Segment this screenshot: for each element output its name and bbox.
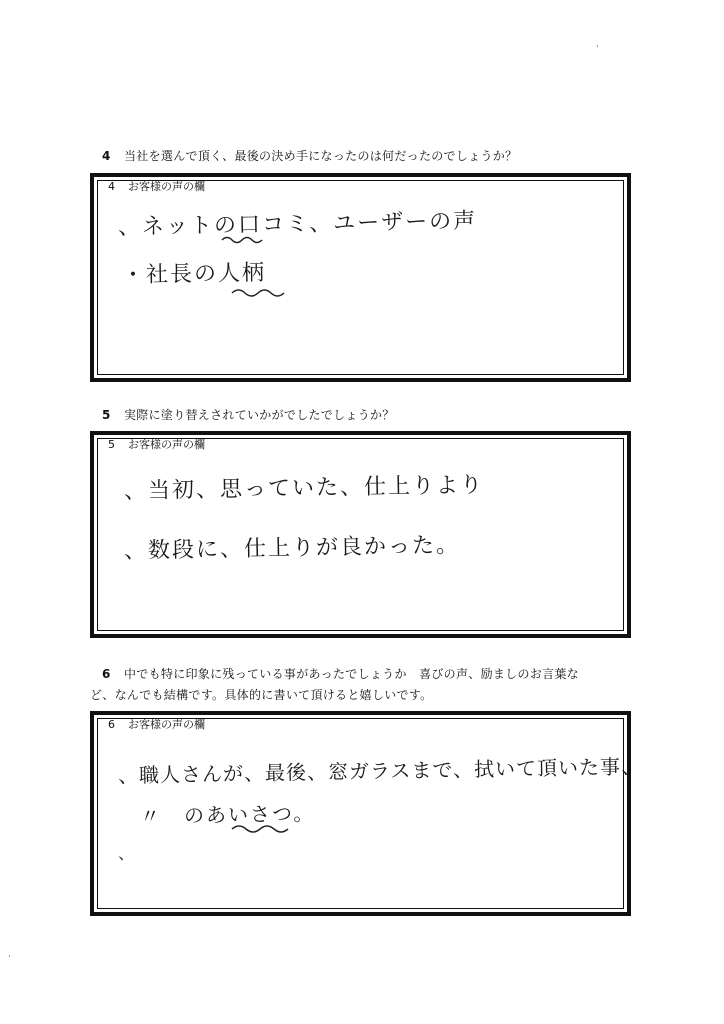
- question-4: [102, 146, 517, 166]
- question-text: 実際に塗り替えされていかがでしたでしょうか？: [124, 408, 395, 422]
- question-text: 中でも特に印象に残っている事があったでしょうか 喜びの声、励ましのお言葉な: [124, 667, 579, 681]
- answer-box-6: [90, 711, 643, 916]
- handwritten-answer-line: ・社長の人柄: [121, 260, 267, 289]
- underline-squiggle: [232, 287, 284, 299]
- box-number: 6: [108, 718, 115, 731]
- question-number: 6: [102, 667, 111, 681]
- question-text: 当社を選んで頂く、最後の決め手になったのは何だったのでしょうか？: [124, 149, 518, 163]
- box-label-text: お客様の声の欄: [128, 438, 205, 451]
- underline-squiggle: [222, 235, 262, 245]
- scan-speck: ·: [8, 952, 11, 962]
- box-label: [108, 179, 205, 195]
- question-number: 4: [102, 149, 111, 163]
- question-text: ど、なんでも結構です。具体的に書いて頂けると嬉しいです。: [90, 688, 433, 702]
- handwritten-answer-line: 、ネットの口コミ、ユーザーの声: [117, 208, 478, 241]
- handwritten-answer-line: 、: [117, 843, 137, 864]
- box-number: 5: [108, 438, 115, 451]
- answer-box-4: [90, 173, 631, 382]
- handwritten-answer-line: 、数段に、仕上りが良かった。: [123, 533, 461, 564]
- underline-squiggle: [232, 823, 288, 835]
- question-5: [102, 405, 395, 425]
- handwritten-answer-line: 、当初、思っていた、仕上りより: [123, 472, 485, 505]
- box-label-text: お客様の声の欄: [128, 718, 205, 731]
- answer-box-5: [90, 431, 631, 638]
- box-label: [108, 437, 205, 453]
- handwritten-answer-line: 、職人さんが、最後、窓ガラスまで、拭いて頂いた事、: [117, 754, 643, 788]
- question-6-continued: [90, 685, 432, 705]
- box-label: [108, 717, 205, 733]
- box-number: 4: [108, 180, 115, 193]
- box-label-text: お客様の声の欄: [128, 180, 205, 193]
- scan-speck: ·: [596, 42, 599, 52]
- handwritten-answer-line: 〃 のあいさつ。: [117, 801, 316, 829]
- question-6: [102, 664, 579, 684]
- question-number: 5: [102, 408, 111, 422]
